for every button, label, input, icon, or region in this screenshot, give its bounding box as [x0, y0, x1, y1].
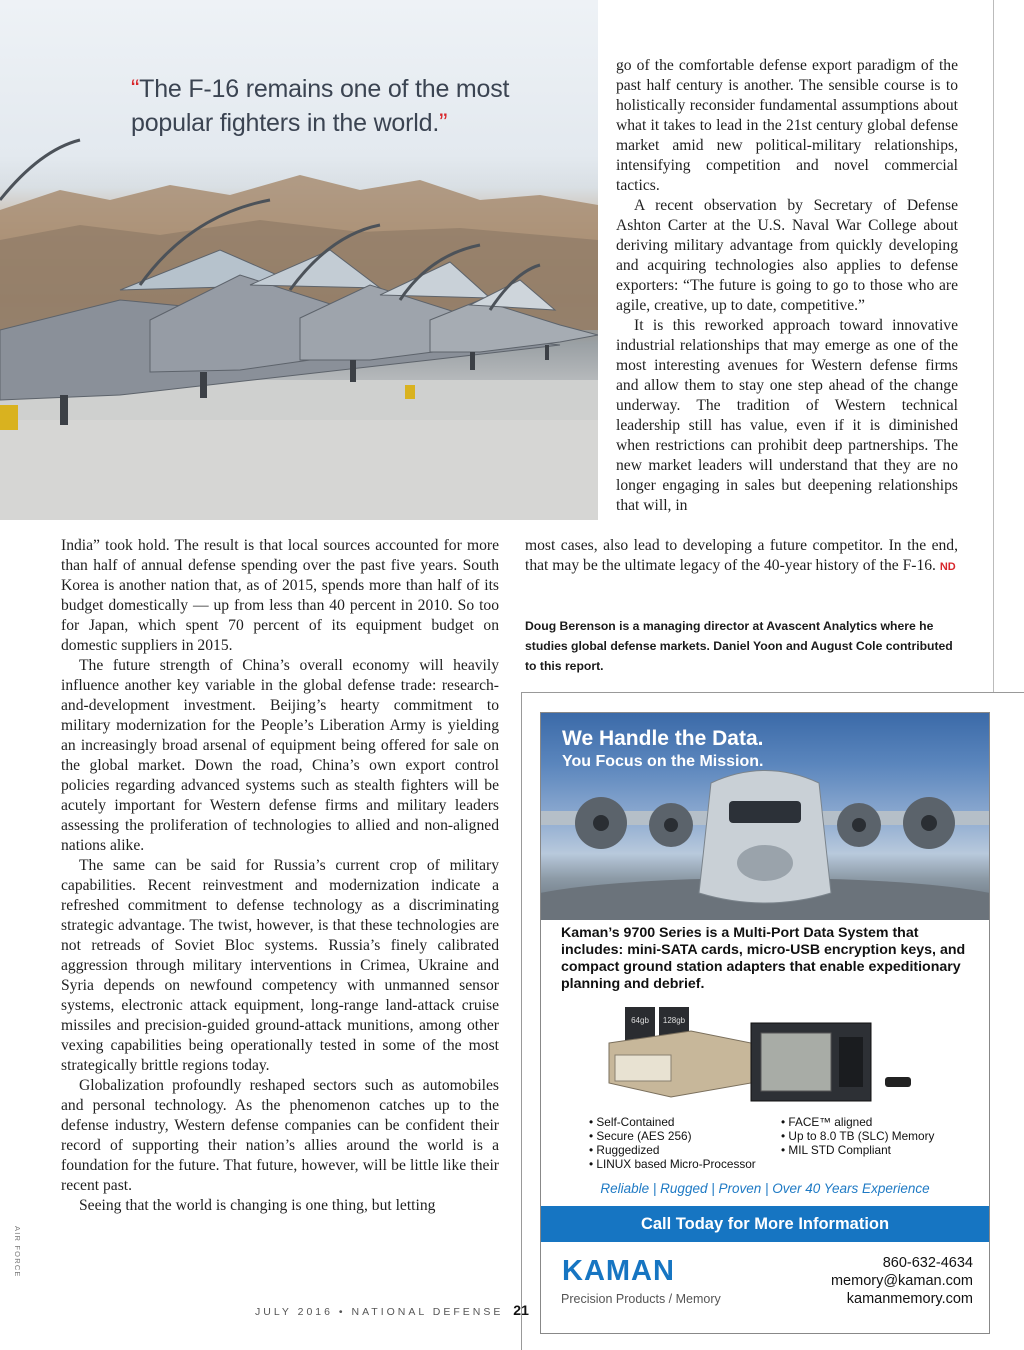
article-paragraph: India” took hold. The result is that local sources accounted for more than half of annual defense spending over the past five years. South Korea is another nation that, as of 2015, spends more than half of its budget domestically — up from less than 40 percent in 2010. So too for Japan, which spent 70 percent of its equipment budget on domestic suppliers in 2015. — [61, 537, 499, 654]
footer-issue-text: JULY 2016 • NATIONAL DEFENSE — [255, 1306, 504, 1318]
ad-tagline: Reliable | Rugged | Proven | Over 40 Years Experience — [600, 1181, 930, 1196]
sata-card-label-128gb: 128gb — [662, 1016, 686, 1025]
page-footer — [255, 1302, 529, 1318]
article-paragraph: A recent observation by Secretary of Defense Ashton Carter at the U.S. Naval War College about deriving military advantage from quickly developing and acquiring technologies also applies to defense exporters: “The future is going to go to those who are agile, creative, up to date, competitive.” — [616, 197, 958, 314]
hero-photo-f16-flightline — [0, 0, 598, 520]
pull-quote-text: The F-16 remains one of the most popular fighters in the world. — [131, 75, 510, 137]
kaman-logo-subtitle: Precision Products / Memory — [561, 1292, 721, 1306]
ad-email-link[interactable]: memory@kaman.com — [830, 1273, 973, 1289]
feature-item: • FACE™ aligned — [781, 1115, 934, 1129]
sata-card-label-64gb: 64gb — [631, 1016, 649, 1025]
feature-item: • Secure (AES 256) — [589, 1129, 756, 1143]
ad-subheadline: You Focus on the Mission. — [562, 753, 764, 770]
feature-item: • LINUX based Micro-Processor — [589, 1157, 756, 1171]
article-paragraph: It is this reworked approach toward innovative industrial relationships that may emerge as one of the most interesting avenues for Western defense firms and allow them to stay one step ahead of the change underway. The tradition of Western technical leadership still has value, even if it is diminished when restrictions can prohibit deep partnerships. The new market leaders will understand that they are no longer engaging in sales but deepening relationships that will, in — [616, 317, 958, 514]
ad-hero-image — [541, 713, 989, 920]
article-paragraph: Globalization profoundly reshaped sectors such as automobiles and personal technology. As the phenomenon catches up to the defense industry, Western defense companies can be confident their record of supporting their nation’s allies around the world is a foundation for the future. That future, however, will be little like their recent past. — [61, 1077, 499, 1194]
call-to-action-banner[interactable]: Call Today for More Information — [541, 1206, 989, 1242]
ad-product-photo — [601, 1003, 921, 1114]
ad-website-link[interactable]: kamanmemory.com — [846, 1291, 973, 1307]
pull-quote — [131, 72, 551, 140]
article-column-right-bottom — [525, 536, 958, 577]
article-closing-text: most cases, also lead to developing a future competitor. In the end, that may be the ultimate legacy of the 40-year history of the F-16. — [525, 537, 958, 574]
ad-features-list-right — [781, 1115, 934, 1157]
end-mark: ND — [939, 561, 956, 573]
ad-contact-info — [831, 1254, 973, 1308]
kaman-logo: KAMAN — [562, 1255, 675, 1287]
ad-phone-link[interactable]: 860-632-4634 — [882, 1255, 973, 1271]
article-paragraph: go of the comfortable defense export paradigm of the past half century is another. The sensible course is to holistically reconsider fundamental assumptions about what it takes to lead in the 21st century global defense market amid new political-military relationships, intensifying competition and novel commercial tactics. — [616, 57, 958, 194]
ad-headline: We Handle the Data. — [562, 727, 764, 750]
column-rule — [993, 0, 994, 692]
ad-description: Kaman’s 9700 Series is a Multi-Port Data System that includes: mini-SATA cards, micro-USB encryption keys, and compact ground station adapters that enable expeditionary planning and debrief. — [561, 925, 966, 992]
feature-item: • MIL STD Compliant — [781, 1143, 934, 1157]
photo-credit: AIR FORCE — [13, 1226, 22, 1278]
page-number: 21 — [513, 1302, 529, 1318]
ad-features-list-left — [589, 1115, 756, 1171]
article-paragraph: The future strength of China’s overall economy will heavily influence another key variable in the global defense trade: research-and-development investment. Beijing’s hearty commitment to military modernization for the People’s Liberation Army is yielding an increasingly broad arsenal of equipment being offered for sale on the global market. Down the road, China’s own export control policies regarding advanced systems such as stealth fighters will be acutely important for Western defense firms and military leaders assessing the proliferation of technologies to allied and non-aligned nations alike. — [61, 657, 499, 854]
feature-item: • Up to 8.0 TB (SLC) Memory — [781, 1129, 934, 1143]
kaman-advertisement[interactable] — [540, 712, 990, 1334]
data-system-hardware-icon — [601, 1003, 921, 1109]
article-paragraph: Seeing that the world is changing is one thing, but letting — [79, 1197, 436, 1214]
feature-item: • Self-Contained — [589, 1115, 756, 1129]
article-column-right-top — [616, 56, 958, 516]
author-bio: Doug Berenson is a managing director at Avascent Analytics where he studies global defense markets. Daniel Yoon and August Cole contributed to this report. — [525, 619, 953, 673]
article-paragraph — [525, 536, 958, 577]
feature-item: • Ruggedized — [589, 1143, 756, 1157]
article-paragraph: The same can be said for Russia’s current crop of military capabilities. Recent reinvestment and modernization indicate a refreshed commitment to defense technology as a discriminating strategic advantage. The twist, however, is that these technologies are not retreads of Soviet Bloc systems. Russia’s finely calibrated aggression through military interventions in Crimea, Ukraine and Syria depends on newfound competency with unmanned sensor systems, electronic attack equipment, long-range land-attack cruise missiles and precision-guided ground-attack munitions, among other vexing capabilities being operationally tested in some of the most strategically brittle regions today. — [61, 857, 499, 1074]
quote-open-mark: “ — [131, 75, 140, 103]
quote-close-mark: ” — [439, 109, 448, 137]
article-column-left — [61, 536, 499, 1216]
